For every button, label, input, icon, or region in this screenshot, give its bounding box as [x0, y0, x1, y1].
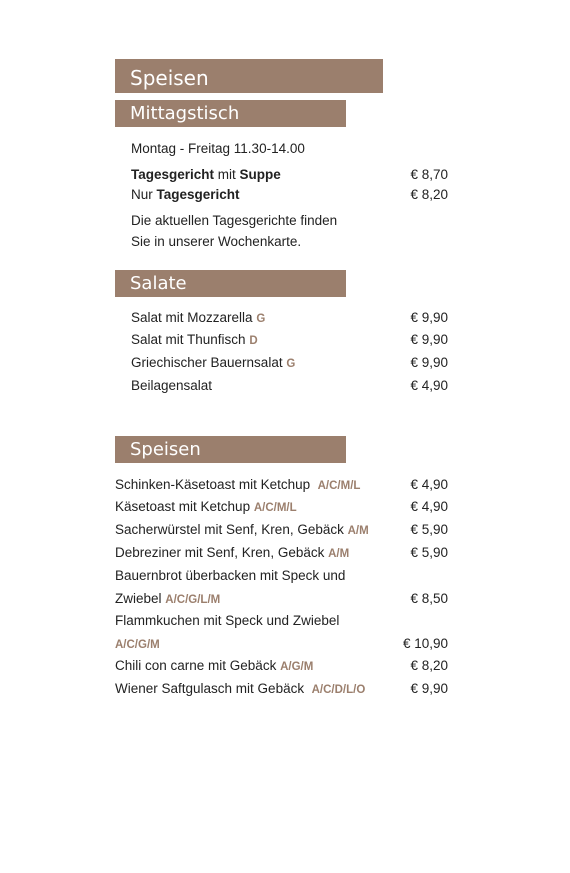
menu-item: Tagesgericht mit Suppe — [131, 167, 281, 182]
menu-item: Nur Tagesgericht — [131, 187, 240, 202]
menu-item-price: € 5,90 — [410, 522, 448, 537]
menu-item: Bauernbrot überbacken mit Speck und — [115, 568, 346, 583]
menu-item: Sacherwürstel mit Senf, Kren, Gebäck A/M — [115, 522, 369, 537]
allergen-code: A/M — [328, 548, 350, 560]
menu-item-price: € 9,90 — [410, 310, 448, 325]
menu-item: Käsetoast mit Ketchup A/C/M/L — [115, 499, 297, 514]
allergen-code: G — [256, 313, 266, 325]
allergen-code: A/M — [347, 525, 369, 537]
allergen-code: A/G/M — [280, 661, 314, 673]
allergen-code: A/C/G/M — [115, 639, 160, 651]
allergen-code: A/C/M/L — [317, 480, 361, 492]
menu-item-price: € 4,90 — [410, 499, 448, 514]
menu-item-price: € 4,90 — [410, 477, 448, 492]
menu-item-price: € 8,20 — [410, 187, 448, 202]
menu-item: Salat mit Mozzarella G — [131, 310, 266, 325]
menu-item-price: € 8,50 — [410, 591, 448, 606]
page-title-banner — [115, 59, 383, 93]
menu-item: Flammkuchen mit Speck und Zwiebel — [115, 613, 340, 628]
menu-item-price: € 5,90 — [410, 545, 448, 560]
section-title: Salate — [130, 273, 187, 294]
menu-item: Debreziner mit Senf, Kren, Gebäck A/M — [115, 545, 350, 560]
allergen-code: G — [286, 358, 296, 370]
allergen-code: D — [249, 335, 258, 347]
note-line: Die aktuellen Tagesgerichte finden — [131, 213, 338, 228]
allergen-code: A/C/D/L/O — [311, 684, 366, 696]
menu-item: Salat mit Thunfisch D — [131, 332, 258, 347]
menu-item — [115, 635, 160, 654]
menu-item: Schinken-Käsetoast mit Ketchup A/C/M/L — [115, 477, 361, 492]
section-title: Speisen — [130, 439, 201, 460]
section-title: Mittagstisch — [130, 103, 240, 124]
section-header-mittagstisch — [115, 100, 346, 127]
menu-item: Chili con carne mit Gebäck A/G/M — [115, 658, 314, 673]
menu-item-price: € 9,90 — [410, 332, 448, 347]
menu-item-price: € 10,90 — [402, 636, 448, 651]
menu-item: Zwiebel A/C/G/L/M — [115, 591, 221, 606]
note-line: Sie in unserer Wochenkarte. — [131, 234, 302, 249]
menu-item-price: € 4,90 — [410, 378, 448, 393]
allergen-code: A/C/M/L — [253, 502, 297, 514]
menu-item-price: € 9,90 — [410, 355, 448, 370]
section-header-speisen — [115, 436, 346, 463]
menu-item: Beilagensalat — [131, 378, 213, 393]
menu-item-price: € 8,70 — [410, 167, 448, 182]
menu-item-price: € 9,90 — [410, 681, 448, 696]
section-header-salate — [115, 270, 346, 297]
menu-item: Griechischer Bauernsalat G — [131, 355, 296, 370]
menu-item: Wiener Saftgulasch mit Gebäck A/C/D/L/O — [115, 681, 366, 696]
allergen-code: A/C/G/L/M — [165, 594, 221, 606]
menu-item-price: € 8,20 — [410, 658, 448, 673]
page-title: Speisen — [130, 66, 209, 90]
opening-hours: Montag - Freitag 11.30-14.00 — [131, 141, 305, 156]
